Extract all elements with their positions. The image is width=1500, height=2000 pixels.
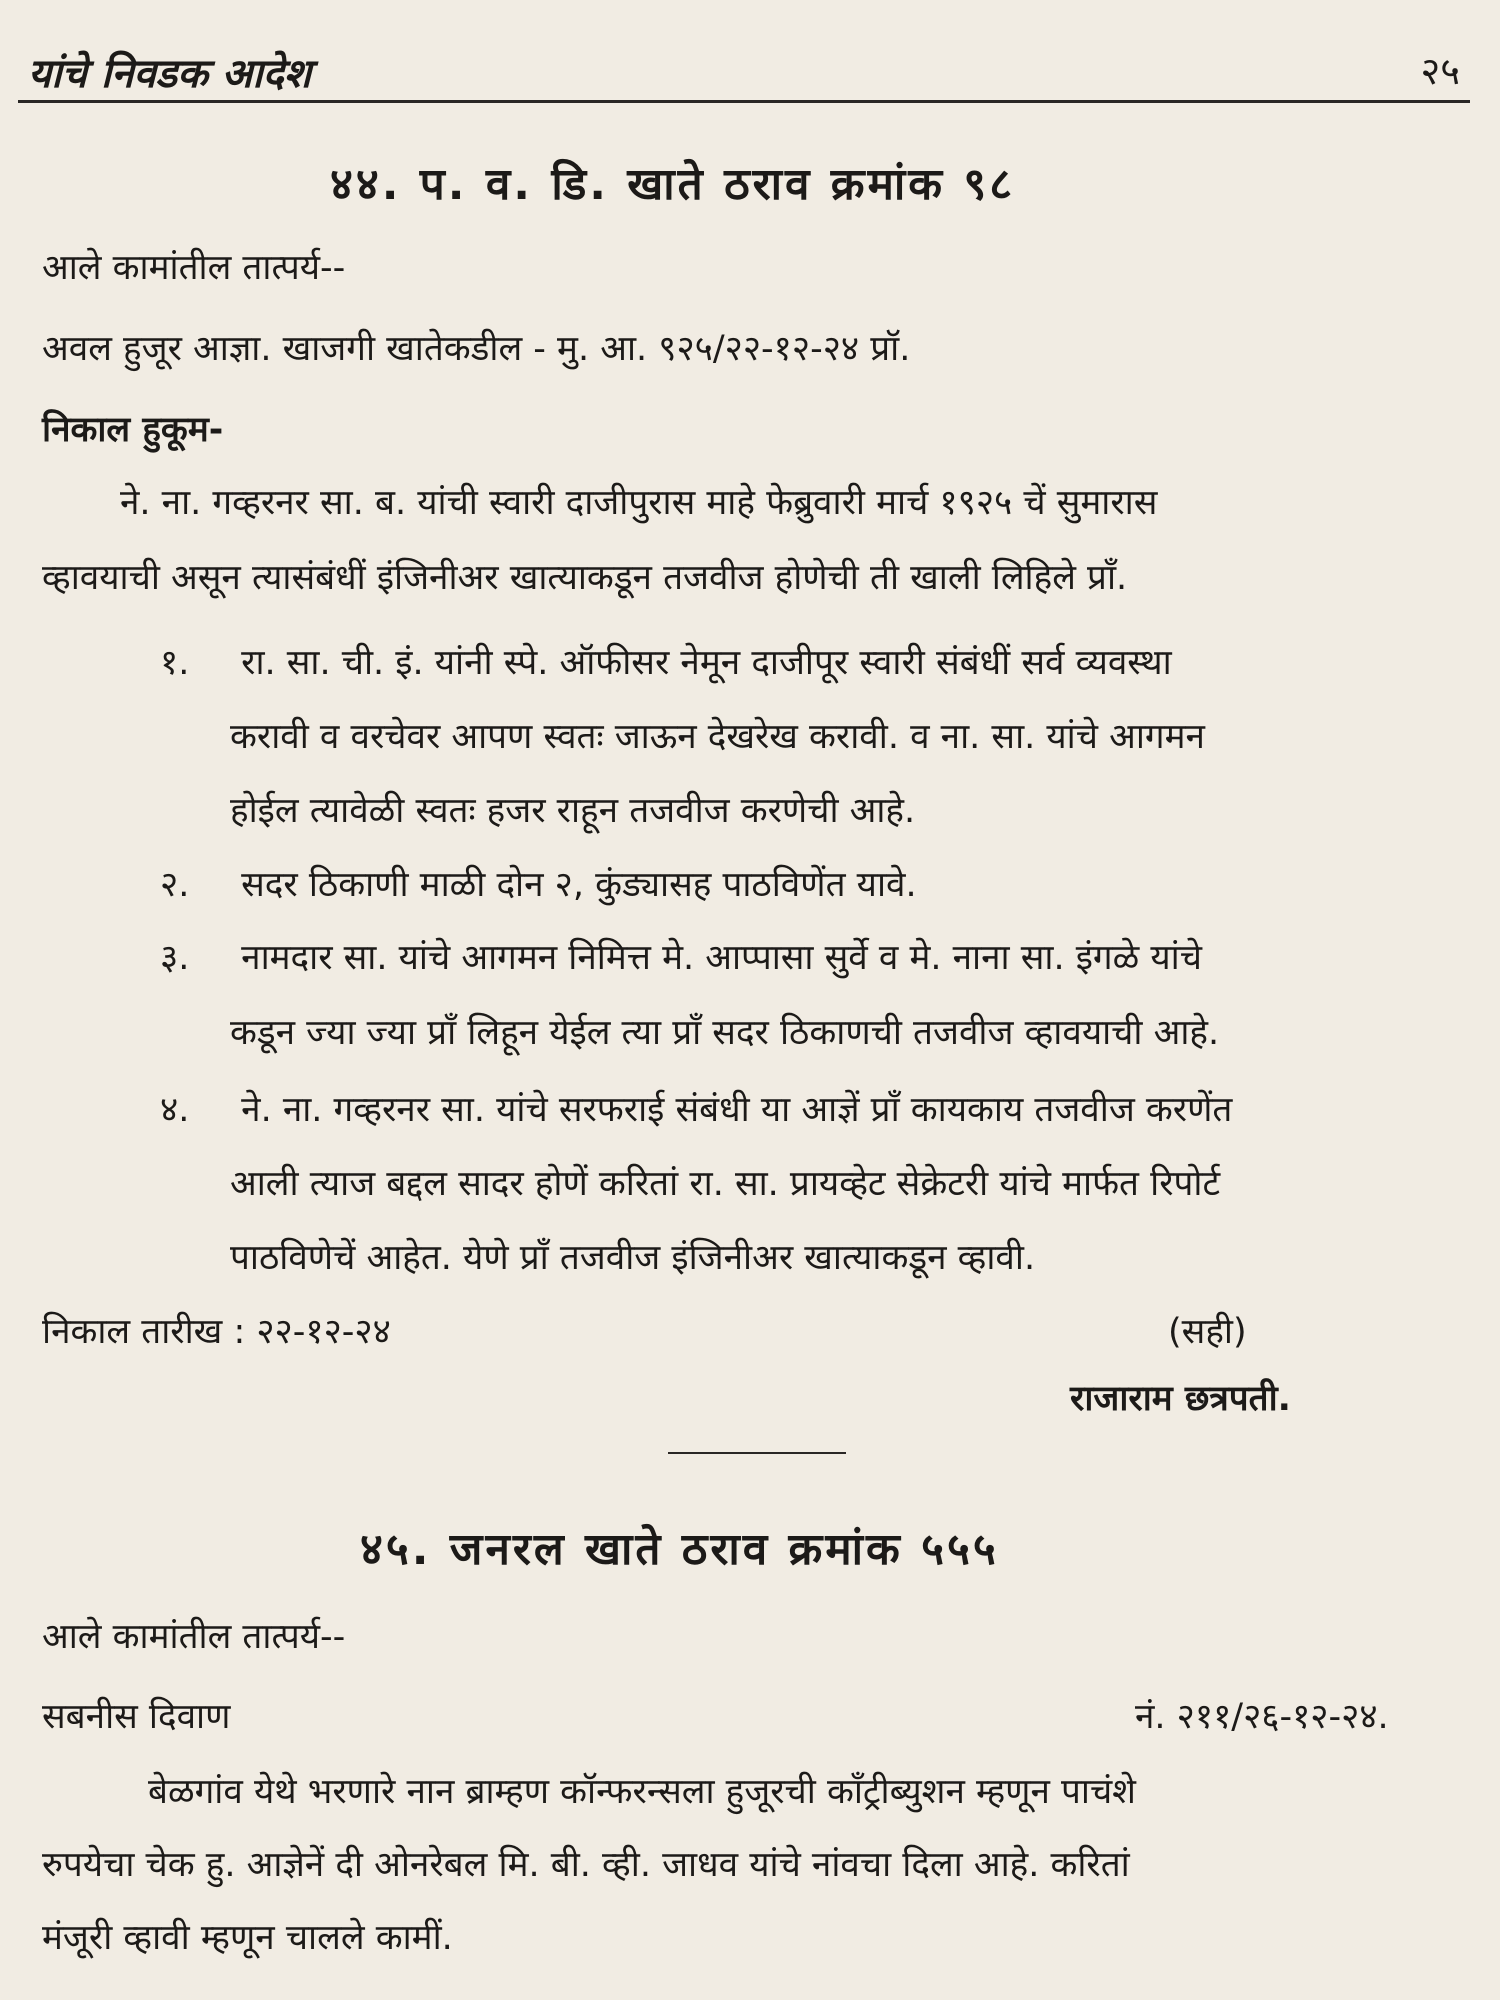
order-44-gist-label: आले कामांतील तात्पर्य-- xyxy=(42,248,346,288)
running-header xyxy=(18,40,1470,103)
running-title: यांचे निवडक आदेश xyxy=(28,51,312,97)
item-line: ने. ना. गव्हरनर सा. यांचे सरफराई संबंधी या आज्ञें प्रॉं कायकाय तजवीज करणेंत xyxy=(241,1090,1233,1130)
order-44-item-4 xyxy=(160,1085,1232,1132)
order-44-item-3 xyxy=(160,933,1202,980)
order-44-item-1 xyxy=(160,638,1172,685)
item-line: रा. सा. ची. इं. यांनी स्पे. ऑफीसर नेमून दाजीपूर स्वारी संबंधीं सर्व व्यवस्था xyxy=(241,643,1172,683)
item-number: २. xyxy=(160,865,190,905)
item-number: १. xyxy=(160,643,190,683)
order-44-item-3-line: कडून ज्या ज्या प्रॉं लिहून येईल त्या प्रॉं सदर ठिकाणची तजवीज व्हावयाची आहे. xyxy=(230,1013,1220,1053)
order-44-reference: अवल हुजूर आज्ञा. खाजगी खातेकडील - मु. आ. ९२५/२२-१२-२४ प्रॉ. xyxy=(42,329,911,369)
page-number: २५ xyxy=(1420,49,1460,93)
item-number: ४. xyxy=(160,1090,190,1130)
item-number: ३. xyxy=(160,938,190,978)
order-45-body-line: बेळगांव येथे भरणारे नान ब्राम्हण कॉन्फरन्सला हुजूरची कॉंट्रीब्युशन म्हणून पाचंशे xyxy=(148,1772,1136,1812)
order-44-verdict-label: निकाल हुकूम- xyxy=(42,410,224,450)
order-44-item-4-line: पाठविणेचें आहेत. येणे प्रॉं तजवीज इंजिनीअर खात्याकडून व्हावी. xyxy=(230,1238,1036,1278)
order-45-from: सबनीस दिवाण xyxy=(42,1697,231,1737)
order-44-heading: ४४. प. व. डि. खाते ठराव क्रमांक ९८ xyxy=(330,159,1016,210)
order-45-reference: नं. २११/२६-१२-२४. xyxy=(1135,1697,1389,1737)
order-44-item-2 xyxy=(160,860,917,907)
order-45-body-line: रुपयेचा चेक हु. आज्ञेनें दी ओनरेबल मि. बी. व्ही. जाधव यांचे नांवचा दिला आहे. करितां xyxy=(42,1845,1130,1885)
order-44-intro-line: व्हावयाची असून त्यासंबंधीं इंजिनीअर खात्याकडून तजवीज होणेची ती खाली लिहिले प्रॉं. xyxy=(42,558,1128,598)
order-45-gist-label: आले कामांतील तात्पर्य-- xyxy=(42,1617,346,1657)
signature-mark: (सही) xyxy=(1168,1312,1247,1352)
item-line: नामदार सा. यांचे आगमन निमित्त मे. आप्पासा सुर्वे व मे. नाना सा. इंगळे यांचे xyxy=(241,938,1202,978)
order-44-date: निकाल तारीख : २२-१२-२४ xyxy=(42,1312,391,1352)
signatory-name: राजाराम छत्रपती. xyxy=(1070,1379,1291,1419)
order-44-item-1-line: होईल त्यावेळी स्वतः हजर राहून तजवीज करणेची आहे. xyxy=(230,791,916,831)
item-line: सदर ठिकाणी माळी दोन २, कुंड्यासह पाठविणेंत यावे. xyxy=(241,865,917,905)
order-44-item-1-line: करावी व वरचेवर आपण स्वतः जाऊन देखरेख करावी. व ना. सा. यांचे आगमन xyxy=(230,717,1205,757)
order-45-heading: ४५. जनरल खाते ठराव क्रमांक ५५५ xyxy=(360,1524,999,1575)
order-44-item-4-line: आली त्याज बद्दल सादर होणें करितां रा. सा. प्रायव्हेट सेक्रेटरी यांचे मार्फत रिपोर्ट xyxy=(230,1164,1221,1204)
section-divider xyxy=(668,1452,846,1454)
order-45-body-line: मंजूरी व्हावी म्हणून चालले कामीं. xyxy=(42,1918,453,1958)
order-44-intro-line: ने. ना. गव्हरनर सा. ब. यांची स्वारी दाजीपुरास माहे फेब्रुवारी मार्च १९२५ चें सुमारास xyxy=(120,483,1158,523)
